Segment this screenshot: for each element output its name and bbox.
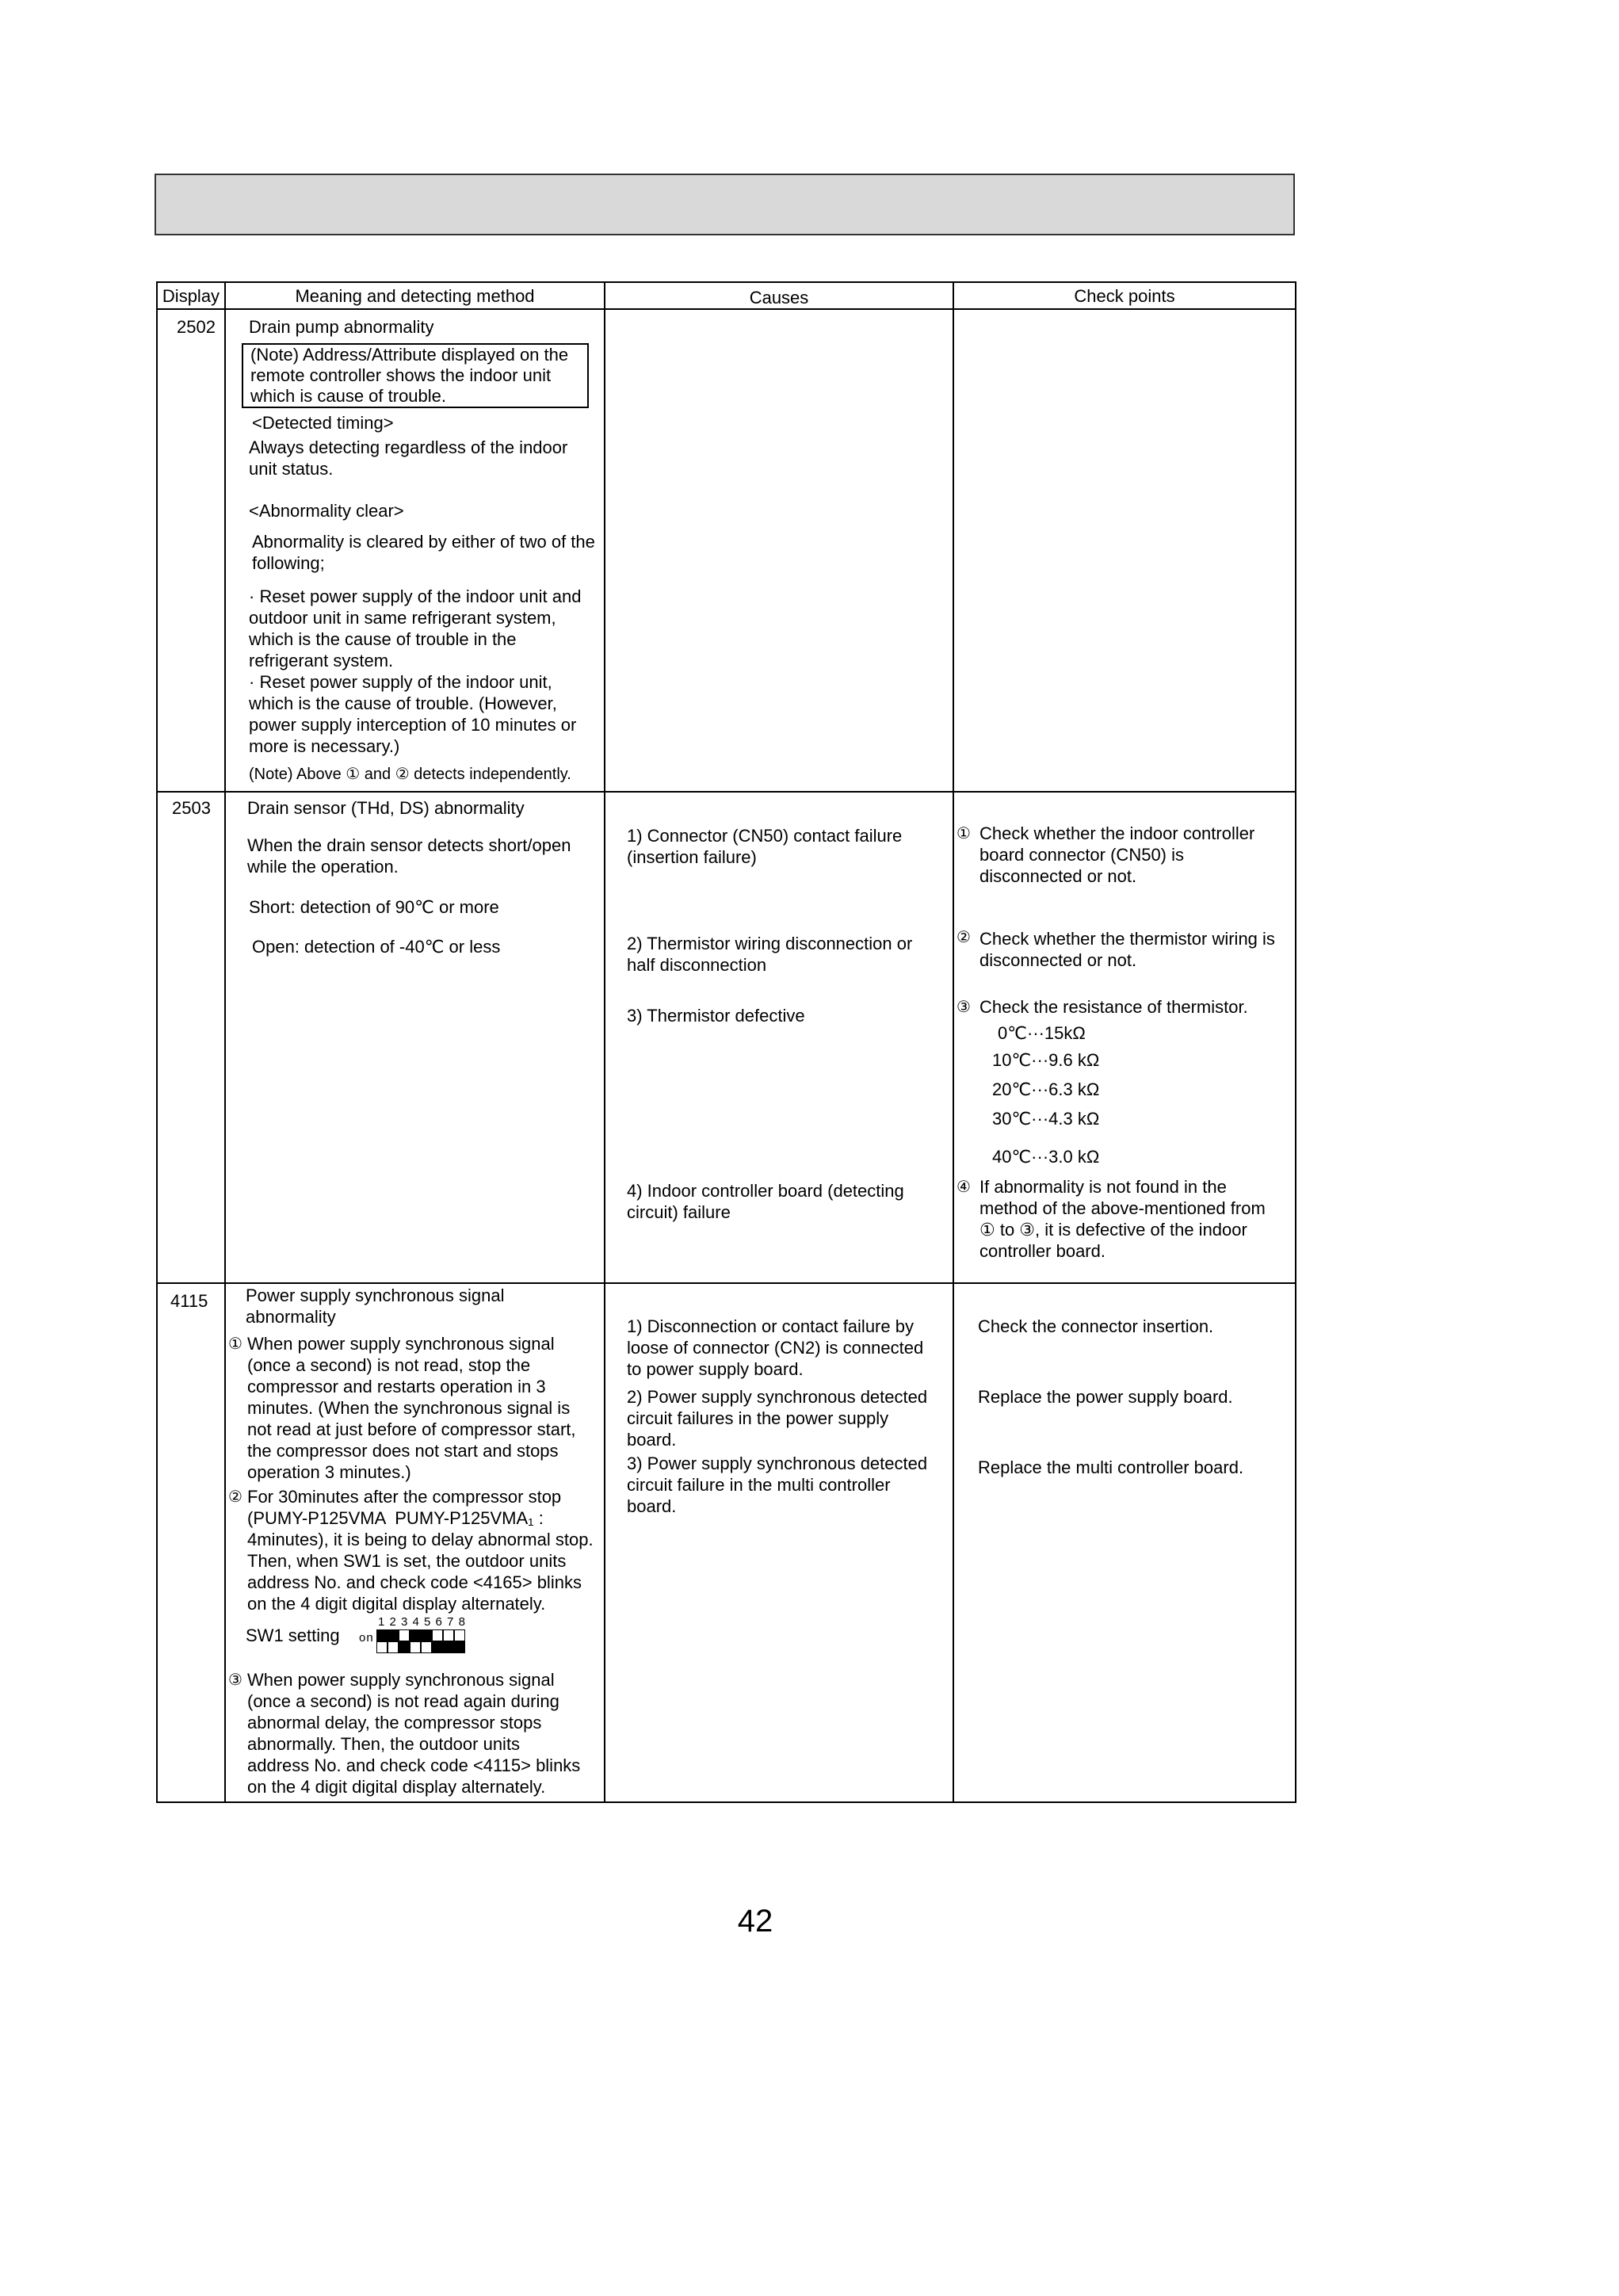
cause-item: 1) Connector (CN50) contact failure (insertion failure) [627, 826, 903, 867]
dip-switch-4 [410, 1629, 421, 1653]
cause-item: 1) Disconnection or contact failure by loose of connector (CN2) is connected to power supply board. [627, 1316, 924, 1379]
meaning-item-text: When power supply synchronous signal (once a second) is not read again during abnormal delay, the compressor stops abnormally. Then, the outdoor units address No. and check code <4115> blinks on the 4 digit digital display alternately. [247, 1670, 581, 1797]
header-check-points: Check points [1074, 286, 1175, 306]
column-divider-meaning [604, 281, 605, 1803]
abnormality-clear-conditions: · Reset power supply of the indoor unit and outdoor unit in same refrigerant system, which is the cause of trouble in the refrigerant system. · Reset power supply of the indoor unit, which is the cause of trouble. (However, power supply interception of 10 minutes or more is necessary.) [249, 586, 582, 756]
dip-switch-lower [454, 1641, 465, 1653]
check-point-text: Check the connector insertion. [978, 1316, 1214, 1336]
row-divider-2503 [156, 1282, 1296, 1284]
detected-timing-heading: <Detected timing> [252, 413, 394, 433]
dip-switch-upper [443, 1629, 454, 1641]
resistance-value: 20℃···6.3 kΩ [992, 1079, 1100, 1099]
dip-switch-lower [399, 1641, 410, 1653]
dip-switch-upper [376, 1629, 388, 1641]
resistance-value: 30℃···4.3 kΩ [992, 1109, 1100, 1129]
error-title: Power supply synchronous signal abnormality [246, 1286, 505, 1327]
dip-switch-numbers: 1 2 3 4 5 6 7 8 [378, 1615, 466, 1629]
dip-switch-3 [399, 1629, 410, 1653]
abnormality-clear-heading: <Abnormality clear> [249, 501, 404, 521]
section-title-bar [155, 174, 1295, 235]
meaning-item-text: When power supply synchronous signal (once a second) is not read, stop the compressor and restarts operation in 3 minutes. (When the synchronous signal is not read at just before of compressor start, the compressor does not start and stops operation 3 minutes.) [247, 1334, 576, 1482]
dip-switch-upper [410, 1629, 421, 1641]
error-title: Drain sensor (THd, DS) abnormality [247, 798, 525, 818]
header-display: Display [162, 286, 220, 306]
cause-item: 2) Thermistor wiring disconnection or half disconnection [627, 934, 913, 975]
dip-switch-lower [432, 1641, 443, 1653]
resistance-value: 0℃···15kΩ [998, 1023, 1086, 1043]
cause-item: 2) Power supply synchronous detected circuit failures in the power supply board. [627, 1387, 928, 1450]
short-detection: Short: detection of 90℃ or more [249, 897, 499, 917]
check-point-text: Check whether the indoor controller board connector (CN50) is disconnected or not. [979, 823, 1255, 886]
header-meaning: Meaning and detecting method [295, 286, 535, 306]
cause-item: 3) Power supply synchronous detected circuit failure in the multi controller board. [627, 1454, 928, 1516]
header-causes: Causes [749, 288, 809, 308]
dip-switch-lower [376, 1641, 388, 1653]
resistance-value: 40℃···3.0 kΩ [992, 1147, 1100, 1167]
error-code: 2503 [172, 798, 211, 818]
check-point-text: Replace the power supply board. [978, 1387, 1233, 1407]
detected-timing-text: Always detecting regardless of the indoor unit status. [249, 437, 568, 479]
note-box [242, 343, 589, 408]
row-divider-2502 [156, 791, 1296, 793]
check-point-number: ② [957, 927, 971, 946]
column-divider-display [224, 281, 226, 1803]
dip-switch-upper [454, 1629, 465, 1641]
dip-switch-lower [410, 1641, 421, 1653]
dip-switch-lower [388, 1641, 399, 1653]
sw1-setting-label: SW1 setting [246, 1626, 340, 1645]
dip-switch-upper [432, 1629, 443, 1641]
open-detection: Open: detection of -40℃ or less [252, 937, 501, 957]
dip-switch-upper [388, 1629, 399, 1641]
error-code: 4115 [170, 1291, 208, 1311]
dip-switch-2 [388, 1629, 399, 1653]
dip-switch-8 [454, 1629, 465, 1653]
meaning-item-text: For 30minutes after the compressor stop (PUMY-P125VMA PUMY-P125VMA₁ : 4minutes), it is being to delay abnormal stop. Then, when SW1 is set, the outdoor units address No. and check code <4165> blinks on the 4 digit digital display alternately. [247, 1487, 594, 1614]
cause-item: 3) Thermistor defective [627, 1006, 805, 1026]
resistance-value: 10℃···9.6 kΩ [992, 1050, 1100, 1070]
dip-switch-upper [399, 1629, 410, 1641]
dip-on-label: on [359, 1631, 374, 1645]
cause-item: 4) Indoor controller board (detecting circuit) failure [627, 1181, 904, 1222]
check-point-text: Replace the multi controller board. [978, 1457, 1244, 1477]
note-text: (Note) Address/Attribute displayed on the remote controller shows the indoor unit which is cause of trouble. [250, 345, 569, 406]
page-number: 42 [737, 1904, 773, 1939]
column-divider-causes [953, 281, 954, 1803]
meaning-item-number: ② [228, 1487, 242, 1506]
error-title: Drain pump abnormality [249, 317, 434, 337]
error-code: 2502 [177, 317, 216, 337]
footnote: (Note) Above ① and ② detects independently. [249, 766, 571, 783]
meaning-item-number: ③ [228, 1670, 242, 1689]
check-point-number: ③ [957, 997, 971, 1016]
sw1-dip-switch [376, 1629, 465, 1653]
check-point-number: ④ [957, 1177, 971, 1196]
check-point-text: Check whether the thermistor wiring is disconnected or not. [979, 929, 1275, 970]
check-point-text: Check the resistance of thermistor. [979, 997, 1248, 1017]
dip-switch-6 [432, 1629, 443, 1653]
dip-switch-lower [421, 1641, 432, 1653]
dip-switch-5 [421, 1629, 432, 1653]
detection-text: When the drain sensor detects short/open while the operation. [247, 835, 571, 877]
abnormality-clear-intro: Abnormality is cleared by either of two of the following; [252, 532, 595, 573]
check-point-text: If abnormality is not found in the method of the above-mentioned from ① to ③, it is defective of the indoor controller board. [979, 1177, 1266, 1261]
dip-switch-lower [443, 1641, 454, 1653]
meaning-item-number: ① [228, 1334, 242, 1353]
dip-switch-7 [443, 1629, 454, 1653]
dip-switch-1 [376, 1629, 388, 1653]
dip-switch-upper [421, 1629, 432, 1641]
check-point-number: ① [957, 823, 971, 842]
